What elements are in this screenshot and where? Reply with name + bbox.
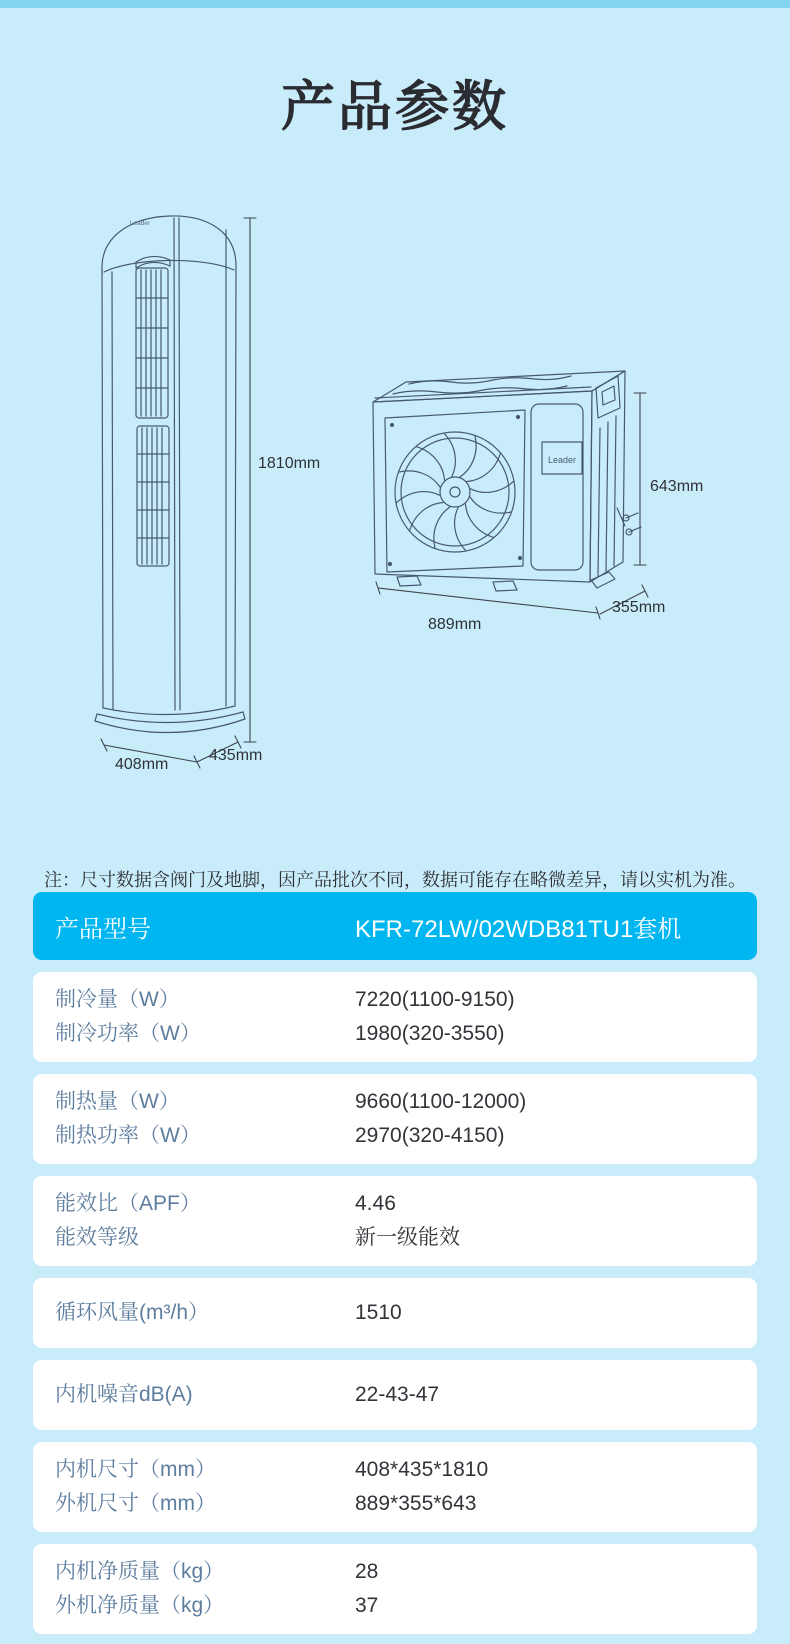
spec-card-size	[33, 1442, 757, 1532]
spec-label: 循环风量(m³/h）	[55, 1301, 209, 1324]
spec-row	[55, 1555, 757, 1589]
dimension-note: 注：尺寸数据含阀门及地脚，因产品批次不同，数据可能存在略微差异，请以实机为准。	[44, 870, 746, 890]
spec-value: 1510	[355, 1301, 402, 1324]
spec-label: 能效比（APF）	[55, 1192, 201, 1215]
spec-card-airflow	[33, 1278, 757, 1348]
spec-row	[55, 1119, 757, 1153]
spec-label: 外机尺寸（mm）	[55, 1492, 216, 1515]
spec-label: 外机净质量（kg）	[55, 1594, 225, 1617]
spec-value: 889*355*643	[355, 1492, 477, 1515]
spec-label: 制热功率（W）	[55, 1124, 201, 1147]
spec-value: 408*435*1810	[355, 1458, 489, 1481]
spec-value: 9660(1100-12000)	[355, 1090, 527, 1113]
spec-value: 28	[355, 1560, 379, 1583]
model-label: 产品型号	[55, 915, 151, 943]
spec-value: 4.46	[355, 1192, 396, 1215]
fan-blades	[396, 433, 514, 551]
spec-row	[55, 1085, 757, 1119]
spec-row	[55, 1296, 757, 1330]
spec-value: 1980(320-3550)	[355, 1022, 505, 1045]
indoor-height-label: 1810mm	[258, 455, 321, 472]
spec-row	[55, 1017, 757, 1051]
spec-row	[55, 1221, 757, 1255]
spec-card-noise	[33, 1360, 757, 1430]
spec-label: 制冷功率（W）	[55, 1022, 201, 1045]
spec-table-header	[33, 892, 757, 960]
spec-row	[55, 1187, 757, 1221]
spec-card-weight	[33, 1544, 757, 1634]
indoor-unit-body	[95, 216, 245, 733]
model-value: KFR-72LW/02WDB81TU1套机	[355, 915, 682, 943]
spec-row	[55, 1453, 757, 1487]
spec-value: 7220(1100-9150)	[355, 988, 515, 1011]
indoor-unit-drawing	[90, 200, 270, 800]
outdoor-width-label: 889mm	[428, 616, 482, 633]
outdoor-unit-body	[373, 371, 641, 591]
outdoor-height-label: 643mm	[650, 478, 704, 495]
indoor-brand-logo: Leader	[129, 220, 151, 227]
spec-row	[55, 1378, 757, 1412]
outdoor-brand-logo: Leader	[547, 455, 577, 465]
spec-row	[55, 1589, 757, 1623]
spec-card-cooling	[33, 972, 757, 1062]
spec-label: 内机噪音dB(A)	[55, 1383, 193, 1406]
spec-value: 22-43-47	[355, 1383, 440, 1406]
indoor-depth-label: 435mm	[209, 747, 263, 764]
spec-card-heating	[33, 1074, 757, 1164]
spec-table	[33, 892, 757, 1634]
spec-label: 内机净质量（kg）	[55, 1560, 225, 1583]
spec-value: 37	[355, 1594, 379, 1617]
indoor-dimension-lines	[101, 218, 256, 768]
spec-label: 能效等级	[55, 1226, 139, 1249]
spec-card-efficiency	[33, 1176, 757, 1266]
spec-row	[55, 1487, 757, 1521]
spec-label: 制冷量（W）	[55, 988, 180, 1011]
spec-value: 2970(320-4150)	[355, 1124, 505, 1147]
page-title: 产品参数	[281, 77, 509, 137]
outdoor-depth-label: 355mm	[612, 599, 666, 616]
spec-value: 新一级能效	[355, 1226, 460, 1249]
spec-label: 制热量（W）	[55, 1090, 180, 1113]
spec-label: 内机尺寸（mm）	[55, 1458, 216, 1481]
spec-row	[55, 983, 757, 1017]
indoor-width-label: 408mm	[115, 756, 169, 773]
